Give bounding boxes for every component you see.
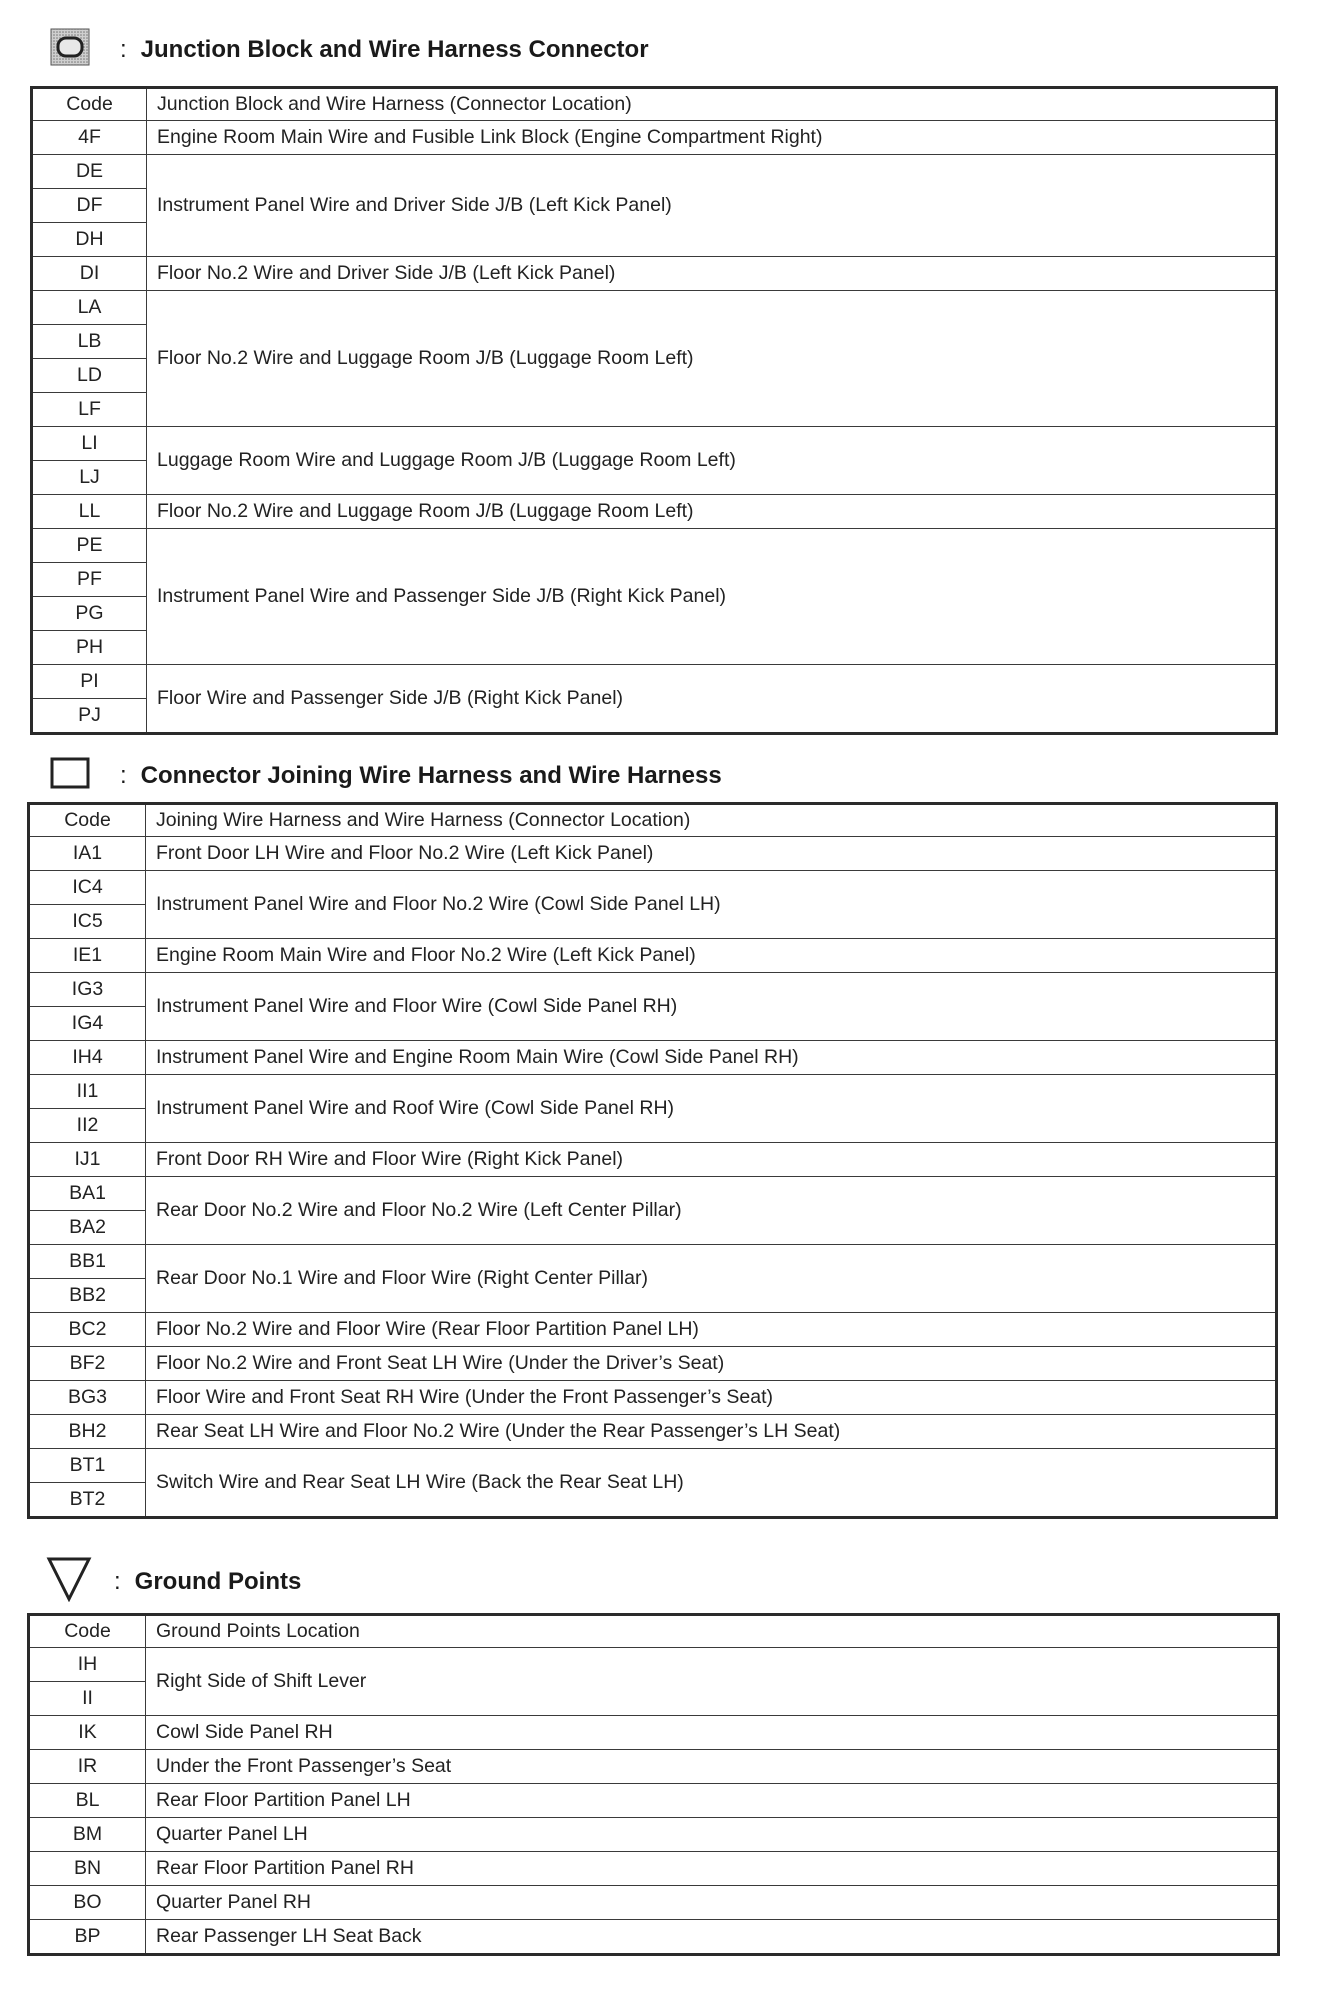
table-row <box>32 529 1277 563</box>
junction-block-icon <box>50 28 90 73</box>
connector-location: Rear Door No.2 Wire and Floor No.2 Wire (Left Center Pillar) <box>146 1177 1277 1245</box>
section-title-ground-points <box>46 1556 301 1608</box>
table-row <box>29 1920 1279 1955</box>
connector-location: Floor No.2 Wire and Front Seat LH Wire (Under the Driver’s Seat) <box>146 1347 1277 1381</box>
connector-code: II <box>29 1682 146 1716</box>
table-row <box>29 1818 1279 1852</box>
connector-code: BC2 <box>29 1313 146 1347</box>
connector-location: Right Side of Shift Lever <box>146 1648 1279 1716</box>
connector-location: Under the Front Passenger’s Seat <box>146 1750 1279 1784</box>
connector-location: Rear Floor Partition Panel RH <box>146 1852 1279 1886</box>
connector-location: Rear Passenger LH Seat Back <box>146 1920 1279 1955</box>
connector-code: BA1 <box>29 1177 146 1211</box>
connector-location: Floor No.2 Wire and Luggage Room J/B (Luggage Room Left) <box>147 495 1277 529</box>
connector-code: PG <box>32 597 147 631</box>
connector-code: BO <box>29 1886 146 1920</box>
connector-code: PH <box>32 631 147 665</box>
connector-location: Instrument Panel Wire and Floor No.2 Wire (Cowl Side Panel LH) <box>146 871 1277 939</box>
connector-code: LA <box>32 291 147 325</box>
connector-location: Instrument Panel Wire and Engine Room Main Wire (Cowl Side Panel RH) <box>146 1041 1277 1075</box>
connector-code: LD <box>32 359 147 393</box>
connector-code: PE <box>32 529 147 563</box>
header-description: Junction Block and Wire Harness (Connector Location) <box>147 88 1277 121</box>
connector-location: Quarter Panel RH <box>146 1886 1279 1920</box>
connector-location: Instrument Panel Wire and Floor Wire (Cowl Side Panel RH) <box>146 973 1277 1041</box>
connector-code: BH2 <box>29 1415 146 1449</box>
connector-code: BN <box>29 1852 146 1886</box>
table-row <box>32 291 1277 325</box>
connector-location: Front Door LH Wire and Floor No.2 Wire (Left Kick Panel) <box>146 837 1277 871</box>
header-description: Joining Wire Harness and Wire Harness (Connector Location) <box>146 804 1277 837</box>
table-row <box>29 1041 1277 1075</box>
header-code: Code <box>32 88 147 121</box>
table-row <box>29 1177 1277 1211</box>
connector-code: DI <box>32 257 147 291</box>
connector-location: Instrument Panel Wire and Roof Wire (Cowl Side Panel RH) <box>146 1075 1277 1143</box>
table-row <box>29 1449 1277 1483</box>
header-code: Code <box>29 804 146 837</box>
connector-code: PJ <box>32 699 147 734</box>
connector-location: Rear Door No.1 Wire and Floor Wire (Right Center Pillar) <box>146 1245 1277 1313</box>
connector-code: LF <box>32 393 147 427</box>
connector-location: Engine Room Main Wire and Floor No.2 Wire (Left Kick Panel) <box>146 939 1277 973</box>
connector-code: LB <box>32 325 147 359</box>
table-row <box>29 837 1277 871</box>
connector-code: 4F <box>32 121 147 155</box>
connector-code: IJ1 <box>29 1143 146 1177</box>
table-row <box>29 1750 1279 1784</box>
section-colon: : <box>120 762 127 789</box>
table-row <box>29 1648 1279 1682</box>
connector-location: Front Door RH Wire and Floor Wire (Right Kick Panel) <box>146 1143 1277 1177</box>
section-title-connector-joining <box>50 756 722 796</box>
connector-code: BF2 <box>29 1347 146 1381</box>
ground-point-icon <box>46 1556 92 1609</box>
connector-location: Quarter Panel LH <box>146 1818 1279 1852</box>
connector-code: BM <box>29 1818 146 1852</box>
connector-code: IG3 <box>29 973 146 1007</box>
connector-location: Floor No.2 Wire and Floor Wire (Rear Floor Partition Panel LH) <box>146 1313 1277 1347</box>
table-row <box>29 1784 1279 1818</box>
connector-code: IC4 <box>29 871 146 905</box>
table-row <box>29 973 1277 1007</box>
connector-code: IH <box>29 1648 146 1682</box>
connector-code: DE <box>32 155 147 189</box>
connector-code: IE1 <box>29 939 146 973</box>
table-row <box>29 1313 1277 1347</box>
header-code: Code <box>29 1615 146 1648</box>
connector-code: BT2 <box>29 1483 146 1518</box>
connector-code: LL <box>32 495 147 529</box>
section-heading: Ground Points <box>134 1568 302 1595</box>
connector-code: LJ <box>32 461 147 495</box>
connector-code: IR <box>29 1750 146 1784</box>
connector-location: Engine Room Main Wire and Fusible Link Block (Engine Compartment Right) <box>147 121 1277 155</box>
table-header-row <box>29 804 1277 837</box>
table-row <box>32 257 1277 291</box>
connector-location: Floor Wire and Front Seat RH Wire (Under the Front Passenger’s Seat) <box>146 1381 1277 1415</box>
table-row <box>29 1852 1279 1886</box>
connector-location: Instrument Panel Wire and Passenger Side J/B (Right Kick Panel) <box>147 529 1277 665</box>
section-heading: Connector Joining Wire Harness and Wire Harness <box>140 762 722 789</box>
table-row <box>29 1245 1277 1279</box>
connector-code: BA2 <box>29 1211 146 1245</box>
connector-location: Floor No.2 Wire and Luggage Room J/B (Luggage Room Left) <box>147 291 1277 427</box>
ground-points-table <box>27 1613 1280 1956</box>
connector-code: BL <box>29 1784 146 1818</box>
connector-code: LI <box>32 427 147 461</box>
connector-code: PI <box>32 665 147 699</box>
table-row <box>32 427 1277 461</box>
table-row <box>29 1075 1277 1109</box>
table-row <box>29 939 1277 973</box>
section-heading: Junction Block and Wire Harness Connector <box>140 36 649 63</box>
connector-code: BB2 <box>29 1279 146 1313</box>
table-row <box>32 665 1277 699</box>
connector-location: Switch Wire and Rear Seat LH Wire (Back the Rear Seat LH) <box>146 1449 1277 1518</box>
table-row <box>32 495 1277 529</box>
connector-location: Cowl Side Panel RH <box>146 1716 1279 1750</box>
connector-code: BB1 <box>29 1245 146 1279</box>
connector-location: Instrument Panel Wire and Driver Side J/B (Left Kick Panel) <box>147 155 1277 257</box>
connector-location: Rear Floor Partition Panel LH <box>146 1784 1279 1818</box>
connector-code: II1 <box>29 1075 146 1109</box>
connector-code: BT1 <box>29 1449 146 1483</box>
section-colon: : <box>120 36 127 63</box>
connector-code: IA1 <box>29 837 146 871</box>
table-row <box>29 871 1277 905</box>
connector-code: IH4 <box>29 1041 146 1075</box>
connector-code: IG4 <box>29 1007 146 1041</box>
table-row <box>32 155 1277 189</box>
table-row <box>29 1347 1277 1381</box>
connector-code: BG3 <box>29 1381 146 1415</box>
connector-code: II2 <box>29 1109 146 1143</box>
connector-location: Floor No.2 Wire and Driver Side J/B (Left Kick Panel) <box>147 257 1277 291</box>
table-row <box>32 121 1277 155</box>
table-row <box>29 1143 1277 1177</box>
table-row <box>29 1716 1279 1750</box>
table-header-row <box>29 1615 1279 1648</box>
table-row <box>29 1381 1277 1415</box>
wire-connector-icon <box>50 757 90 796</box>
connector-code: DF <box>32 189 147 223</box>
table-row <box>29 1415 1277 1449</box>
junction-block-table <box>30 86 1278 735</box>
connector-location: Rear Seat LH Wire and Floor No.2 Wire (Under the Rear Passenger’s LH Seat) <box>146 1415 1277 1449</box>
connector-joining-table <box>27 802 1278 1519</box>
connector-location: Floor Wire and Passenger Side J/B (Right Kick Panel) <box>147 665 1277 734</box>
connector-location: Luggage Room Wire and Luggage Room J/B (Luggage Room Left) <box>147 427 1277 495</box>
header-description: Ground Points Location <box>146 1615 1279 1648</box>
connector-code: IK <box>29 1716 146 1750</box>
table-header-row <box>32 88 1277 121</box>
connector-code: BP <box>29 1920 146 1955</box>
connector-code: PF <box>32 563 147 597</box>
connector-code: DH <box>32 223 147 257</box>
table-row <box>29 1886 1279 1920</box>
section-colon: : <box>114 1568 121 1595</box>
connector-code: IC5 <box>29 905 146 939</box>
section-title-junction-block <box>50 30 649 70</box>
